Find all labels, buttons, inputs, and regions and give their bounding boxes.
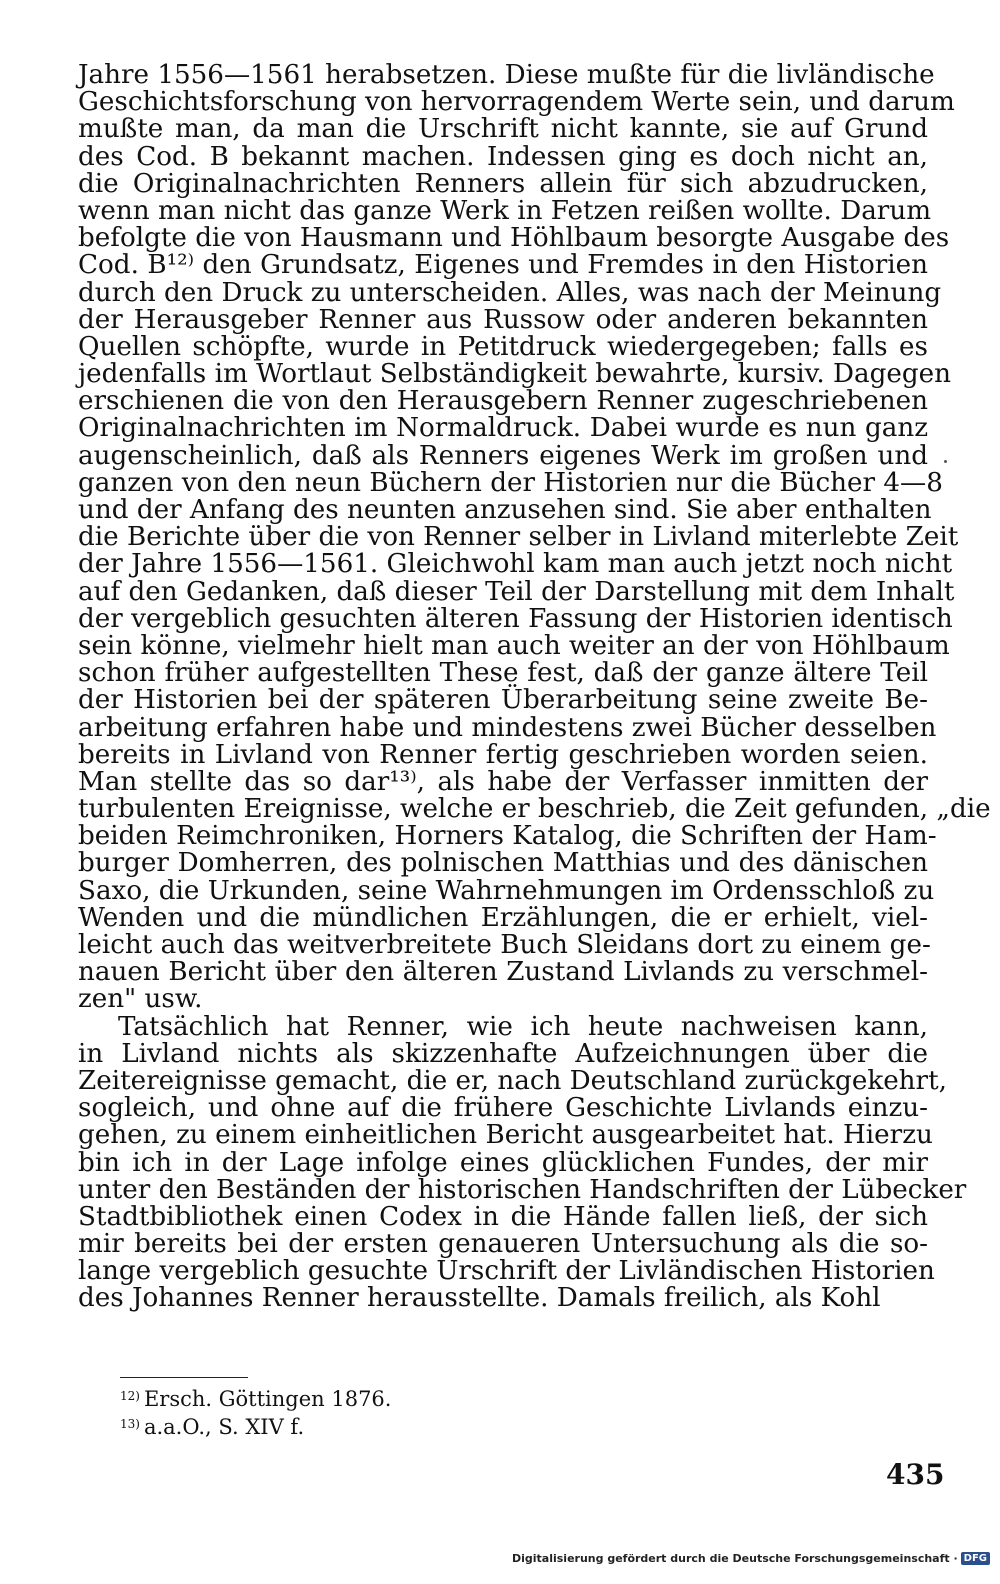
text-line: auf den Gedanken, daß dieser Teil der Darstellung mit dem Inhalt [78,576,955,607]
footnote [120,1412,391,1440]
text-line: turbulenten Ereignisse, welche er beschrieb, die Zeit gefunden, „die [78,794,991,825]
text-line: der Jahre 1556—1561. Gleichwohl kam man auch jetzt noch nicht [78,549,953,580]
text-line: nauen Bericht über den älteren Zustand Livlands zu verschmel- [78,957,928,988]
text-line: burger Domherren, des polnischen Matthias und des dänischen [78,848,928,879]
text-line: Jahre 1556—1561 herabsetzen. Diese mußte für die livländische [78,60,935,90]
text-line: und der Anfang des neunten anzusehen sind. Sie aber enthalten [78,495,932,525]
text-line: lange vergeblich gesuchte Urschrift der Livländischen Historien [78,1256,935,1287]
text-line: durch den Druck zu unterscheiden. Alles, was nach der Meinung [78,277,942,308]
text-line: der Herausgeber Renner aus Russow oder anderen bekannten [78,304,928,335]
text-line: die Berichte über die von Renner selber in Livland miterlebte Zeit [78,522,959,553]
body-text [78,60,991,1314]
text-line: befolgte die von Hausmann und Höhlbaum besorgte Ausgabe des [78,223,950,254]
text-line: unter den Beständen der historischen Handschriften der Lübecker [78,1174,967,1205]
digitization-credit [512,1552,990,1565]
text-line: Originalnachrichten im Normaldruck. Dabei wurde es nun ganz [78,413,928,444]
text-line: gehen, zu einem einheitlichen Bericht ausgearbeitet hat. Hierzu [78,1120,933,1151]
footnote-text: Ersch. Göttingen 1876. [143,1387,392,1411]
text-line: erschienen die von den Herausgebern Renner zugeschriebenen [78,386,928,417]
text-line: beiden Reimchroniken, Horners Katalog, die Schriften der Ham- [78,821,937,852]
text-line: Wenden und die mündlichen Erzählungen, die er erhielt, viel- [78,902,928,933]
footnote-rule [120,1377,248,1378]
text-line: augenscheinlich, daß als Renners eigenes Werk im großen und [78,440,928,471]
text-line: des Cod. B bekannt machen. Indessen ging es doch nicht an, [78,141,928,172]
text-line: Saxo, die Urkunden, seine Wahrnehmungen im Ordensschloß zu [78,875,935,906]
footnote [120,1384,391,1412]
text-line: schon früher aufgestellten These fest, daß der ganze ältere Teil [78,658,928,689]
dfg-logo: DFG [961,1552,990,1565]
text-line: bereits in Livland von Renner fertig geschrieben worden seien. [78,739,928,770]
text-line: leicht auch das weitverbreitete Buch Sleidans dort zu einem ge- [78,930,931,960]
text-line: Stadtbibliothek einen Codex in die Hände fallen ließ, der sich [78,1201,928,1232]
text-line: sein könne, vielmehr hielt man auch weiter an der von Höhlbaum [78,630,950,661]
text-line: mir bereits bei der ersten genaueren Untersuchung als die so- [78,1229,928,1260]
text-line: Zeitereignisse gemacht, die er, nach Deutschland zurückgekehrt, [78,1065,947,1096]
text-line: Man stellte das so dar¹³⁾, als habe der Verfasser inmitten der [78,766,928,797]
text-line: mußte man, da man die Urschrift nicht kannte, sie auf Grund [78,114,928,145]
text-line: des Johannes Renner herausstellte. Damals freilich, als Kohl [78,1283,881,1314]
text-line: die Originalnachrichten Renners allein für sich abzudrucken, [78,168,928,199]
text-line: arbeitung erfahren habe und mindestens zwei Bücher desselben [78,712,937,743]
credit-text: Digitalisierung gefördert durch die Deutsche Forschungsgemeinschaft · [511,1552,958,1565]
text-line: Tatsächlich hat Renner, wie ich heute nachweisen kann, [118,1011,928,1042]
footnote-mark: 12) [120,1389,140,1403]
text-line: der vergeblich gesuchten älteren Fassung der Historien identisch [78,603,953,634]
text-line: ganzen von den neun Büchern der Historien nur die Bücher 4—8 [78,467,943,498]
text-line: Cod. B¹²⁾ den Grundsatz, Eigenes und Fremdes in den Historien [78,250,928,281]
footnote-mark: 13) [120,1417,140,1431]
text-line: sogleich, und ohne auf die frühere Geschichte Livlands einzu- [78,1093,928,1124]
margin-mark [944,460,947,463]
footnote-text: a.a.O., S. XIV f. [143,1415,305,1439]
text-line: der Historien bei der späteren Überarbeitung seine zweite Be- [78,685,928,716]
page-number: 435 [886,1458,945,1491]
text-line: in Livland nichts als skizzenhafte Aufzeichnungen über die [78,1038,928,1069]
text-line: wenn man nicht das ganze Werk in Fetzen reißen wollte. Darum [78,195,932,226]
footnotes [120,1384,391,1440]
text-line: jedenfalls im Wortlaut Selbständigkeit bewahrte, kursiv. Dagegen [78,359,951,390]
text-line: zen" usw. [78,984,203,1015]
text-line: Quellen schöpfte, wurde in Petitdruck wiedergegeben; falls es [78,331,928,362]
text-line: Geschichtsforschung von hervorragendem Werte sein, und darum [78,87,955,118]
text-line: bin ich in der Lage infolge eines glücklichen Fundes, der mir [78,1147,928,1178]
